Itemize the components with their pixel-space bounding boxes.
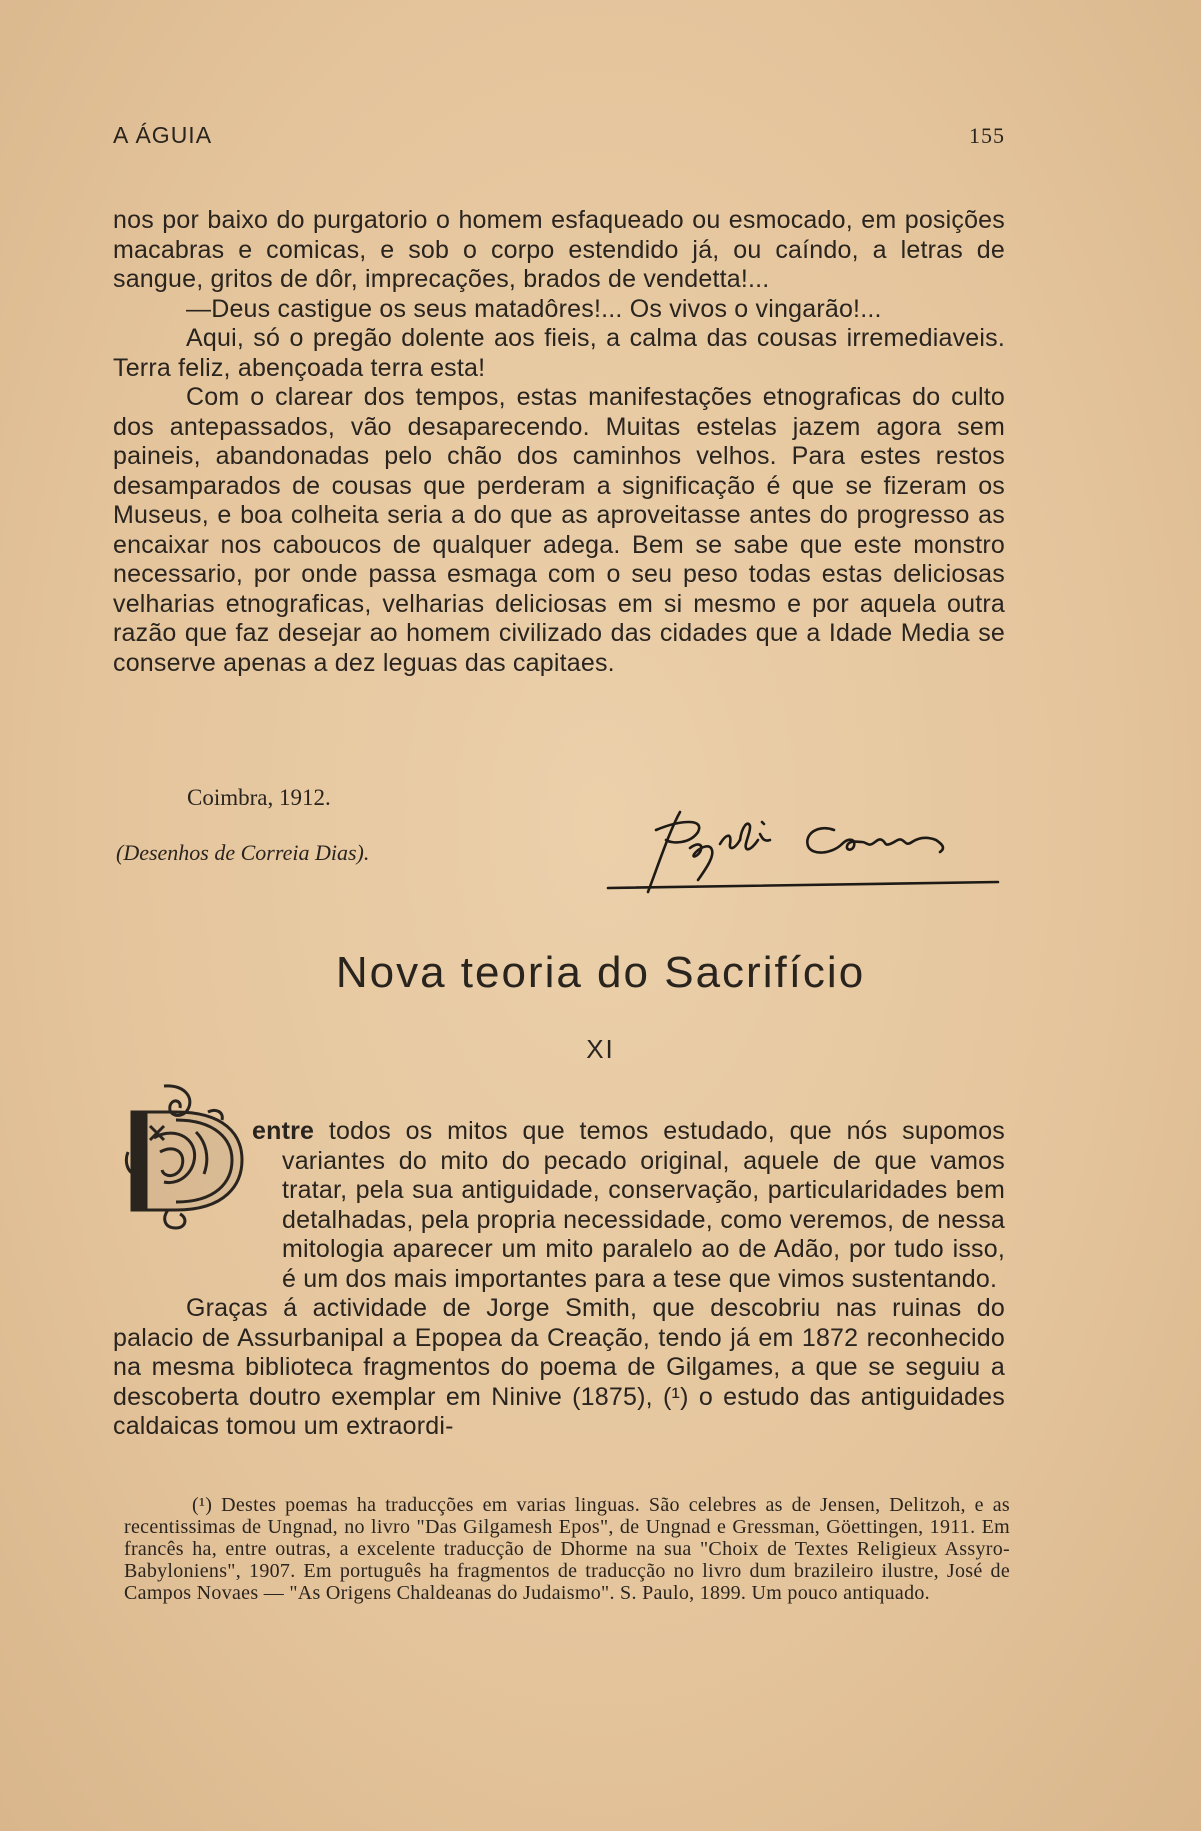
journal-title: A ÁGUIA — [113, 122, 213, 148]
paragraph: Aqui, só o pregão dolente aos fieis, a calma das cousas irremediaveis. Terra feliz, abençoada terra esta! — [113, 324, 1005, 382]
opening-paragraph — [113, 1117, 1005, 1294]
footnotes — [124, 1494, 1010, 1604]
article-body — [113, 1117, 1005, 1442]
paragraph: Com o clarear dos tempos, estas manifestações etnograficas do culto dos antepassados, vão desaparecendo. Muitas estelas jazem agora sem paineis, abandonadas pelo chão dos caminhos velhos. Para estes restos desamparados de cousas que perderam a significação é que se fizeram os Museus, e boa colheita seria a do que as aproveitasse antes do progresso as encaixar nos caboucos de qualquer adega. Bem se sabe que este monstro necessario, por onde passa esmaga com o seu peso todas estas deliciosas velharias etnograficas, velharias deliciosas em si mesmo e por aquela outra razão que faz desejar ao homem civilizado das cidades que a Idade Media se conserve apenas a dez leguas das capitaes. — [113, 383, 1005, 677]
chapter-number: XI — [586, 1034, 615, 1064]
continued-text — [113, 206, 1005, 678]
paragraph-text-continued: o estudo das antiguidades caldaicas tomou um extraordi- — [113, 1382, 1005, 1440]
footnote-reference: (¹) — [663, 1382, 689, 1411]
page-number: 155 — [969, 123, 1005, 148]
place-date: Coimbra, 1912. — [187, 785, 331, 810]
illustration-credit: (Desenhos de Correia Dias). — [116, 840, 370, 865]
opening-word: entre — [252, 1117, 315, 1145]
article-title: Nova teoria do Sacrifício — [335, 948, 866, 997]
footnote-text: Destes poemas ha traducções em varias linguas. São celebres as de Jensen, Delitzoh, e as recentissimas de Ungnad, no livro "Das Gilgamesh Epos", de Ungnad e Gressman, Göettingen, 1911. Em francês ha, entre outras, a excelente traducção de Dhorme na sua "Choix de Textes Religieux Assyro-Babyloniens", 1907. Em português ha fragmentos de traducção no livro dum brazileiro ilustre, José de Campos Novaes — "As Origens Chaldeanas do Judaismo". S. Paulo, 1899. Um pouco antiquado. — [124, 1494, 1010, 1604]
paragraph-text: Graças á actividade de Jorge Smith, que descobriu nas ruinas do palacio de Assurbanipal a Epopea da Creação, tendo já em 1872 reconhecido na mesma biblioteca fragmentos do poema de Gilgames, a que se seguiu a descoberta doutro exemplar em Ninive (1875), — [113, 1294, 1005, 1411]
author-signature — [590, 800, 1000, 900]
dropcap-letter: D — [124, 1067, 137, 1086]
paragraph — [113, 1294, 1005, 1442]
paragraph: —Deus castigue os seus matadôres!... Os vivos o vingarão!... — [186, 294, 882, 323]
running-header — [113, 122, 1005, 149]
footnote-marker: (¹) — [192, 1494, 213, 1516]
opening-paragraph-text: todos os mitos que temos estudado, que nós supomos variantes do mito do pecado original, aquele de que vamos tratar, pela sua antiguidade, conservação, particularidades bem detalhadas, pela propria necessidade, como veremos, de nessa mitologia aparecer um mito paralelo ao de Adão, por tudo isso, é um dos mais importantes para a tese que vimos sustentando. — [282, 1117, 1005, 1293]
footnote — [124, 1494, 1010, 1604]
paragraph: nos por baixo do purgatorio o homem esfaqueado ou esmocado, em posições macabras e comicas, e sob o corpo estendido já, ou caíndo, a letras de sangue, gritos de dôr, imprecações, brados de vendetta!... — [113, 206, 1005, 293]
